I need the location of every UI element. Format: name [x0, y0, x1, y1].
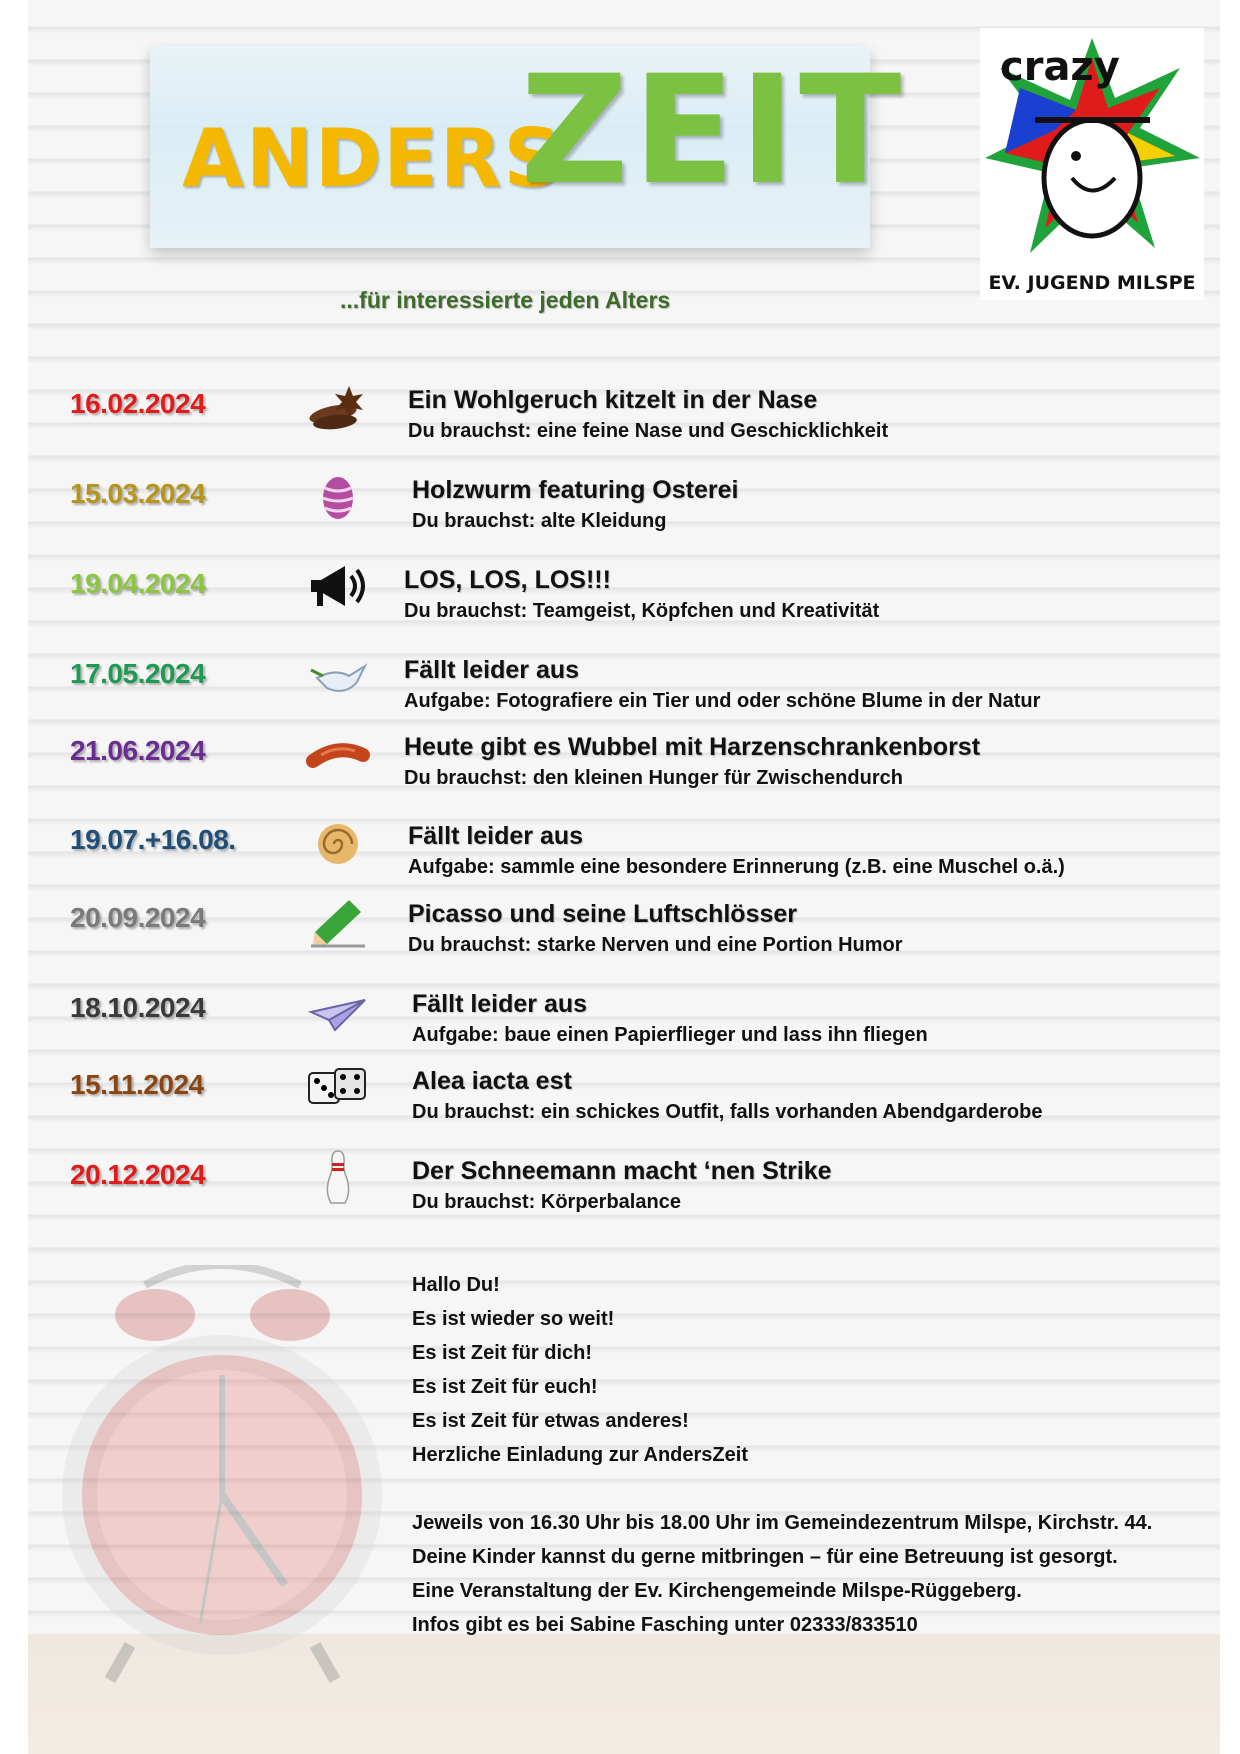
event-title: Picasso und seine Luftschlösser	[408, 900, 798, 928]
greeting-line: Es ist Zeit für dich!	[412, 1342, 593, 1364]
event-row	[0, 386, 1240, 466]
title-anders: ANDERS	[182, 112, 564, 205]
greeting-line: Es ist Zeit für etwas anderes!	[412, 1410, 689, 1432]
event-title: Ein Wohlgeruch kitzelt in der Nase	[408, 386, 818, 414]
megaphone-icon	[305, 558, 371, 614]
seashell-icon	[305, 814, 371, 870]
event-date: 21.06.2024	[70, 735, 206, 766]
info-line: Deine Kinder kannst du gerne mitbringen – für eine Betreuung ist gesorgt.	[412, 1546, 1118, 1568]
event-date: 19.04.2024	[70, 568, 206, 599]
greeting-line: Hallo Du!	[412, 1274, 500, 1296]
event-title: LOS, LOS, LOS!!!	[404, 566, 611, 594]
event-detail: Du brauchst: ein schickes Outfit, falls vorhanden Abendgarderobe	[412, 1101, 1043, 1123]
alarm-clock-illustration	[50, 1265, 390, 1685]
starburst-logo-icon	[980, 28, 1204, 268]
spacer	[412, 1472, 1212, 1506]
event-row	[0, 900, 1240, 980]
sausage-icon	[305, 725, 371, 781]
event-row	[0, 656, 1240, 736]
event-detail: Du brauchst: starke Nerven und eine Portion Humor	[408, 934, 903, 956]
event-title: Holzwurm featuring Osterei	[412, 476, 739, 504]
greeting-line: Es ist Zeit für euch!	[412, 1376, 598, 1398]
event-title: Der Schneemann macht ‘nen Strike	[412, 1157, 832, 1185]
crazy-company-logo	[980, 28, 1204, 300]
event-title: Alea iacta est	[412, 1067, 572, 1095]
event-row	[0, 476, 1240, 556]
paper-plane-icon	[305, 982, 371, 1038]
event-title: Fällt leider aus	[404, 656, 580, 684]
event-detail: Du brauchst: eine feine Nase und Geschicklichkeit	[408, 420, 889, 442]
event-date: 19.07.+16.08.	[70, 824, 236, 855]
event-title: Fällt leider aus	[412, 990, 588, 1018]
info-line: Eine Veranstaltung der Ev. Kirchengemeinde Milspe-Rüggeberg.	[412, 1580, 1022, 1602]
event-row	[0, 733, 1240, 813]
event-date: 18.10.2024	[70, 992, 206, 1023]
event-detail: Du brauchst: alte Kleidung	[412, 510, 667, 532]
event-date: 16.02.2024	[70, 388, 206, 419]
easter-egg-icon	[305, 468, 371, 524]
bowling-pin-icon	[305, 1149, 371, 1205]
dice-icon	[305, 1059, 371, 1115]
spices-icon	[305, 378, 371, 434]
info-line: Infos gibt es bei Sabine Fasching unter 02333/833510	[412, 1614, 918, 1636]
logo-caption: EV. JUGEND MILSPE	[988, 272, 1196, 294]
pencil-icon	[305, 892, 371, 948]
event-date: 17.05.2024	[70, 658, 206, 689]
event-title: Heute gibt es Wubbel mit Harzenschrankenborst	[404, 733, 981, 761]
event-detail: Aufgabe: Fotografiere ein Tier und oder schöne Blume in der Natur	[404, 690, 1041, 712]
invitation-text	[412, 1268, 1212, 1642]
event-detail: Aufgabe: baue einen Papierflieger und lass ihn fliegen	[412, 1024, 928, 1046]
event-detail: Aufgabe: sammle eine besondere Erinnerung (z.B. eine Muschel o.ä.)	[408, 856, 1065, 878]
dove-icon	[305, 648, 371, 704]
event-date: 15.11.2024	[70, 1069, 204, 1100]
event-row	[0, 822, 1240, 902]
logo-brand: crazy	[1000, 44, 1120, 90]
event-date: 20.09.2024	[70, 902, 206, 933]
event-row	[0, 1067, 1240, 1147]
event-detail: Du brauchst: den kleinen Hunger für Zwischendurch	[404, 767, 903, 789]
event-row	[0, 990, 1240, 1070]
title-zeit: ZEIT	[520, 44, 906, 218]
info-line: Jeweils von 16.30 Uhr bis 18.00 Uhr im Gemeindezentrum Milspe, Kirchstr. 44.	[412, 1512, 1153, 1534]
event-detail: Du brauchst: Teamgeist, Köpfchen und Kreativität	[404, 600, 880, 622]
event-detail: Du brauchst: Körperbalance	[412, 1191, 681, 1213]
event-row	[0, 1157, 1240, 1237]
event-date: 15.03.2024	[70, 478, 206, 509]
event-row	[0, 566, 1240, 646]
subtitle: ...für interessierte jeden Alters	[340, 287, 671, 313]
event-title: Fällt leider aus	[408, 822, 584, 850]
greeting-line: Herzliche Einladung zur AndersZeit	[412, 1444, 748, 1466]
event-date: 20.12.2024	[70, 1159, 206, 1190]
greeting-line: Es ist wieder so weit!	[412, 1308, 615, 1330]
